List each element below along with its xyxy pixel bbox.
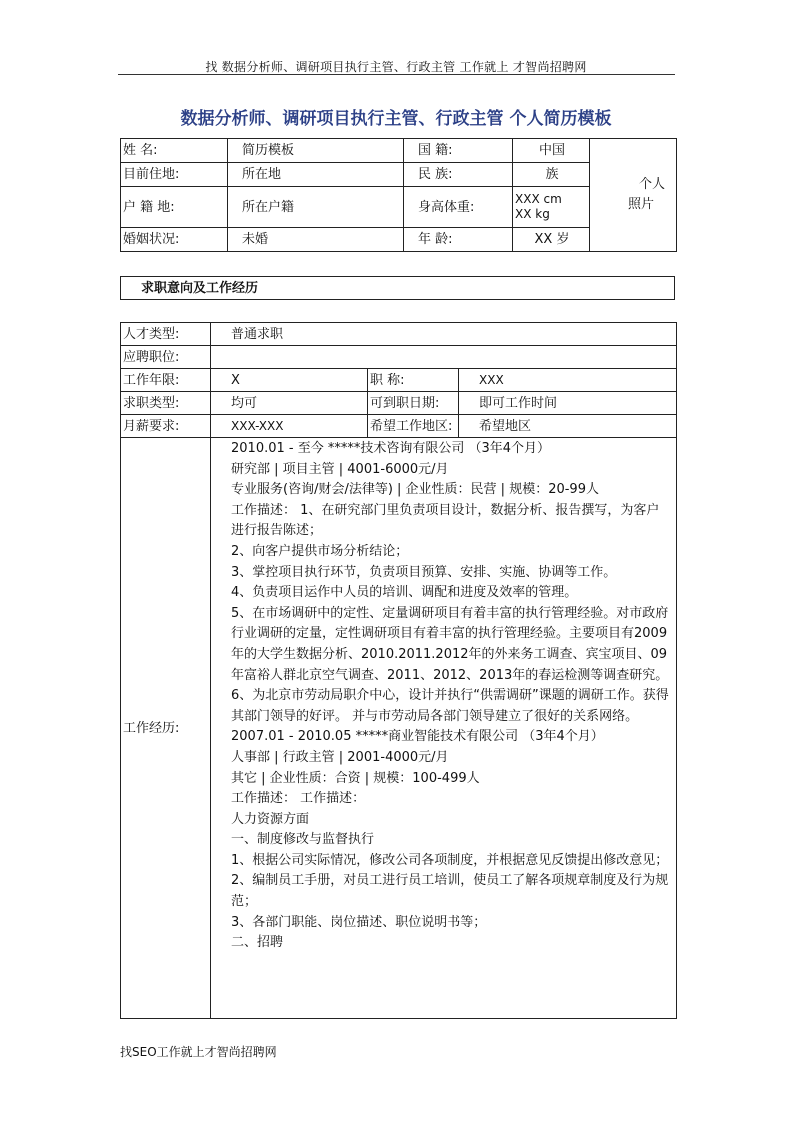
residence-label: 目前住地: [121,163,228,187]
ethnicity-value: 族 [513,163,590,187]
section-title: 求职意向及工作经历 [120,276,675,300]
ethnicity-label: 民 族: [404,163,513,187]
experience-line: 人力资源方面 [231,811,310,827]
photo-line-2: 照片 [627,197,654,212]
body-label: 身高体重: [404,187,513,228]
marital-value: 未婚 [228,228,404,252]
experience-line: 3、掌控项目执行环节，负责项目预算、安排、实施、协调等工作。 [231,564,617,580]
experience-line: 工作描述： 1、在研究部门里负责项目设计，数据分析、报告撰写，为客户进行报告陈述； [231,502,660,539]
experience-line: 5、在市场调研中的定性、定量调研项目有着丰富的执行管理经验。对市政府行业调研的定量，定性调研项目有着丰富的执行管理经验。主要项目有2009年的大学生数据分析、2010.2011.2012年的外来务工调查、宾宝项目、09年富裕人群北京空气调查、2011、2012、2013年的春运检测等调查研究。 [231,605,669,683]
job-type-value: 均可 [211,392,368,415]
talent-type-label: 人才类型: [121,323,211,346]
available-label: 可到职日期: [368,392,459,415]
title-label: 职 称: [368,369,459,392]
experience-line: 2、编制员工手册，对员工进行员工培训，使员工了解各项规章制度及行为规范； [231,873,669,910]
area-label: 希望工作地区: [368,415,459,438]
position-label: 应聘职位: [121,346,211,369]
hukou-label: 户 籍 地: [121,187,228,228]
experience-line: 工作描述： 工作描述： [231,791,366,807]
page-header: 找 数据分析师、调研项目执行主管、行政主管 工作就上 才智尚招聘网 [205,60,587,74]
name-label: 姓 名: [121,139,228,163]
experience-line: 4、负责项目运作中人员的培训、调配和进度及效率的管理。 [231,585,578,601]
job-type-label: 求职类型: [121,392,211,415]
job-intention-table [120,322,677,1019]
experience-label: 工作经历: [121,438,211,1019]
basic-info-table [120,138,677,252]
experience-line: 2007.01 - 2010.05 *****商业智能技术有限公司 （3年4个月） [231,729,604,745]
experience-line: 专业服务(咨询/财会/法律等) | 企业性质：民营 | 规模：20-99人 [231,482,599,498]
height-value: XXX cm [515,192,562,206]
experience-line: 2、向客户提供市场分析结论； [231,543,409,559]
experience-line: 二、招聘 [231,935,284,951]
talent-type-value: 普通求职 [211,323,677,346]
position-value [211,346,677,369]
years-value: X [211,369,368,392]
area-value: 希望地区 [459,415,677,438]
experience-line: 1、根据公司实际情况，修改公司各项制度，并根据意见反馈提出修改意见； [231,852,669,868]
experience-line: 6、为北京市劳动局职介中心，设计并执行“供需调研”课题的调研工作。获得其部门领导的好评。 并与市劳动局各部门领导建立了很好的关系网络。 [231,688,669,724]
experience-line: 研究部 | 项目主管 | 4001-6000元/月 [231,461,449,477]
experience-list [231,438,672,954]
available-value: 即可工作时间 [459,392,677,415]
age-value: XX 岁 [513,228,590,252]
name-value: 简历模板 [228,139,404,163]
experience-line: 2010.01 - 至今 *****技术咨询有限公司 （3年4个月） [231,441,551,456]
experience-cell [211,438,677,1019]
page-title: 数据分析师、调研项目执行主管、行政主管 个人简历模板 [180,109,612,129]
page-footer: 找SEO工作就上才智尚招聘网 [120,1045,277,1059]
residence-value: 所在地 [228,163,404,187]
height-weight-value [513,187,590,228]
nationality-value: 中国 [513,139,590,163]
weight-value: XX kg [515,207,550,221]
experience-line: 其它 | 企业性质：合资 | 规模：100-499人 [231,770,480,786]
age-label: 年 龄: [404,228,513,252]
nationality-label: 国 籍: [404,139,513,163]
marital-label: 婚姻状况: [121,228,228,252]
photo-line-1: 个人 [638,177,665,192]
salary-label: 月薪要求: [121,415,211,438]
title-value: XXX [459,369,677,392]
photo-placeholder [590,139,677,252]
header-rule [118,74,675,75]
experience-line: 人事部 | 行政主管 | 2001-4000元/月 [231,749,449,765]
salary-value: XXX-XXX [211,415,368,438]
experience-line: 3、各部门职能、岗位描述、职位说明书等； [231,914,487,930]
years-label: 工作年限: [121,369,211,392]
hukou-value: 所在户籍 [228,187,404,228]
experience-line: 一、制度修改与监督执行 [231,832,375,848]
